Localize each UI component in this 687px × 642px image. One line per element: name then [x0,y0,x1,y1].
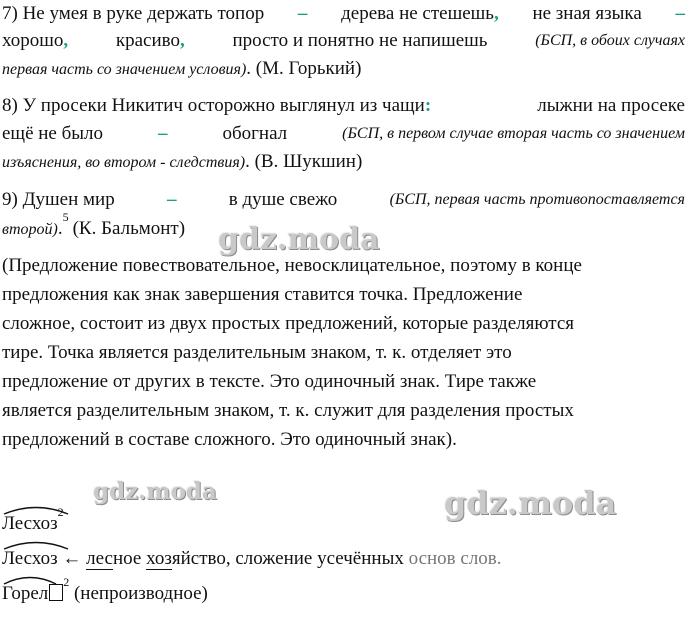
explanation-line [2,254,685,278]
explanation-line [2,283,685,307]
note-italic: первая часть со значением условия) [2,61,247,78]
text: дерева не стешешь [341,3,494,24]
word: Лесхоз [2,513,58,534]
comma-mark: , [493,3,499,24]
text: лыжни на просеке [537,95,685,116]
s7-line-3 [2,57,685,82]
text: 9) Душен мир [2,189,115,210]
morph-line-3 [2,574,208,606]
s7-line-2 [2,29,685,53]
note-italic: (БСП, в первом случае вторая часть со значением [342,125,685,142]
note-italic: (БСП, первая часть противопоставляется [389,191,685,208]
text: ещё не было [2,123,104,144]
underlined-root: хоз [146,548,172,569]
text: красиво [115,30,180,51]
note-italic: изъяснения, во втором - следствия) [2,154,246,171]
text: 8) У просеки Никитич осторожно выглянул из чащи [2,95,425,116]
text: предложения как знак завершения ставится точка. Предложение [2,284,523,305]
word: Лесхоз [2,548,58,569]
footnote-mark: 2 [57,504,64,519]
text: является разделительным знаком, т. к. служит для разделения простых [2,400,574,421]
colon-mark: : [424,95,432,116]
text: (непроизводное) [73,583,208,604]
watermark: gdz.moda [444,484,617,522]
dash-mark: – [166,189,177,210]
author: (К. Бальмонт) [72,218,186,239]
note-italic: второй) [2,221,58,238]
text: в душе свежо [228,189,338,210]
explanation-line [2,399,685,423]
morph-line-2 [2,547,502,571]
text: обогнал [222,123,288,144]
ending-box-icon [49,584,63,601]
text: основ слов. [408,548,502,569]
explanation-line [2,370,685,394]
text: предложений в составе сложного. Это одиночный знак). [2,429,457,450]
s9-line-1 [2,188,685,212]
text: (Предложение повествовательное, невосклицательное, поэтому в конце [2,255,582,276]
s8-line-1 [2,94,685,118]
root-arc-word [2,547,58,571]
author: . (В. Шукшин) [245,151,363,172]
s8-line-3 [2,150,685,175]
note-italic: (БСП, в обоих случаях [535,32,685,49]
dash-mark: – [675,3,685,24]
explanation-line [2,428,685,452]
underlined-root: лес [86,548,113,569]
s8-line-2 [2,122,685,146]
dash-mark: – [157,123,168,144]
text: сложное, состоит из двух простых предложений, которые разделяются [2,313,574,334]
morph-line-1 [2,504,64,536]
text: просто и понятно не напишешь [232,30,488,51]
author: . (М. Горький) [246,58,362,79]
watermark: gdz.moda [218,222,380,257]
comma-mark: , [180,30,185,51]
comma-mark: , [63,30,69,51]
word: Горел [2,583,49,604]
text: яйство, сложение усечённых [171,548,404,569]
root-arc-icon [2,575,58,585]
text: хорошо [2,30,64,51]
text: не зная языка [532,3,642,24]
text: предложение от других в тексте. Это одиночный знак. Тире также [2,371,537,392]
s7-line-1 [2,2,685,26]
explanation-line [2,312,685,336]
root-arc-word [2,582,48,606]
dash-mark: – [297,3,308,24]
text: 7) Не умея в руке держать топор [2,3,265,24]
root-arc-icon [2,540,70,550]
text: ное [112,548,142,569]
s9-line-2: второй).$^5$ (К. Бальмонт) [2,217,685,242]
footnote-mark: 5 [62,209,69,224]
arrow-left-icon: ← [62,548,82,569]
footnote-mark: 2 [63,574,70,589]
watermark: gdz.moda [93,478,217,505]
text: тире. Точка является разделительным знаком, т. к. отделяет это [2,342,512,363]
root-arc-word [2,512,58,536]
explanation-line [2,341,685,365]
